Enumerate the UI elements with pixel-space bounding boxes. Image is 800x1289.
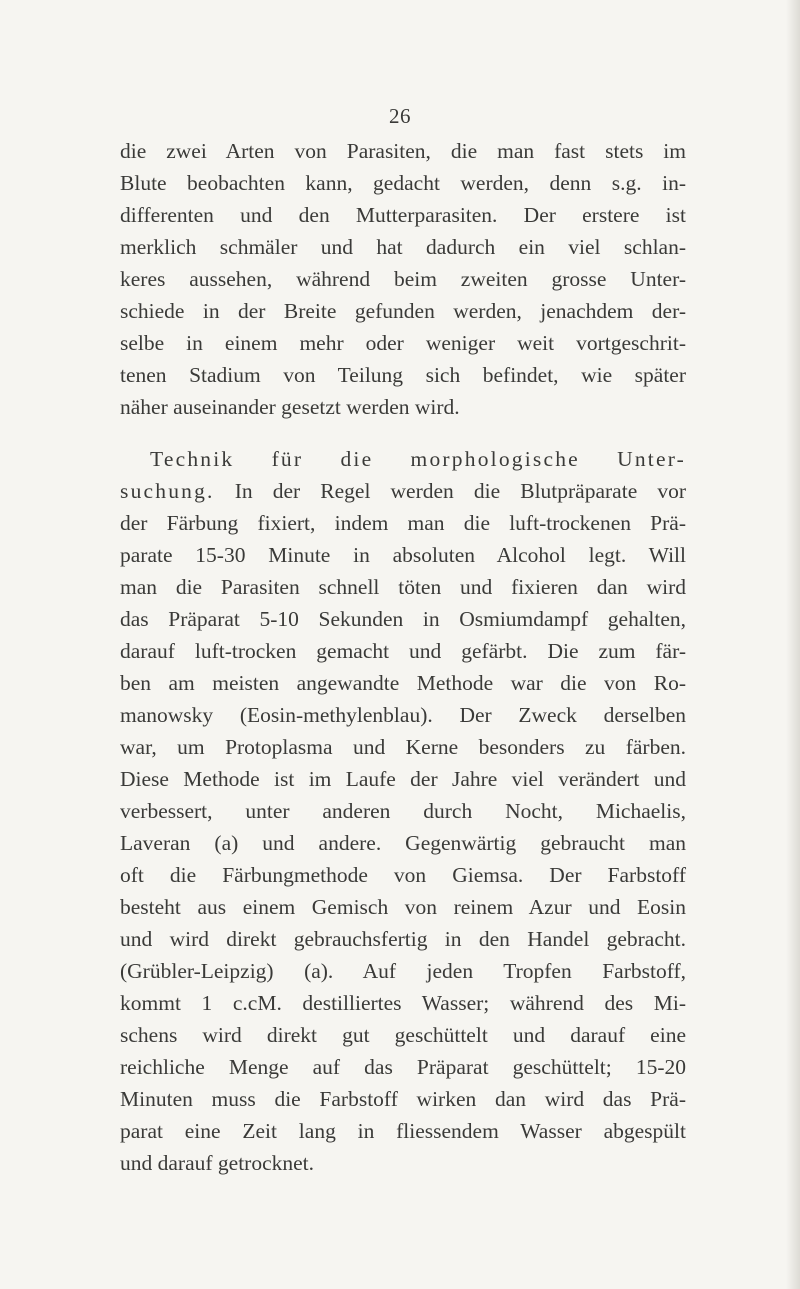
section-heading-continuation: suchung.: [120, 479, 215, 503]
text-line: verbessert, unter anderen durch Nocht, Michaelis,: [120, 799, 686, 823]
paragraph-1: [120, 135, 686, 423]
text-line: und wird direkt gebrauchsfertig in den Handel gebracht.: [120, 927, 686, 951]
text-line: tenen Stadium von Teilung sich befindet, wie später: [120, 363, 686, 387]
text-line: näher auseinander gesetzt werden wird.: [120, 395, 460, 419]
text-line: Diese Methode ist im Laufe der Jahre viel verändert und: [120, 767, 686, 791]
page-number: 26: [389, 104, 411, 128]
section-heading: Technik für die morphologische Unter-: [150, 447, 686, 471]
text-line: Blute beobachten kann, gedacht werden, denn s.g. in-: [120, 171, 686, 195]
paragraph-2: [120, 443, 686, 1179]
text-line: Laveran (a) und andere. Gegenwärtig gebraucht man: [120, 831, 686, 855]
paragraph-gap: [120, 423, 686, 443]
text-line: der Färbung fixiert, indem man die luft-trockenen Prä-: [120, 511, 686, 535]
text-line: differenten und den Mutterparasiten. Der erstere ist: [120, 203, 686, 227]
text-line: reichliche Menge auf das Präparat geschüttelt; 15-20: [120, 1055, 686, 1079]
text-line: selbe in einem mehr oder weniger weit vortgeschrit-: [120, 331, 686, 355]
text-line: [120, 475, 686, 507]
text-line: ben am meisten angewandte Methode war die von Ro-: [120, 671, 686, 695]
text-line: man die Parasiten schnell töten und fixieren dan wird: [120, 575, 686, 599]
text-line: besteht aus einem Gemisch von reinem Azur und Eosin: [120, 895, 686, 919]
body-text: [120, 135, 686, 1179]
text-line: war, um Protoplasma und Kerne besonders zu färben.: [120, 735, 686, 759]
page-edge-shadow: [786, 0, 800, 1289]
text-line: manowsky (Eosin-methylenblau). Der Zweck derselben: [120, 703, 686, 727]
text-line: Minuten muss die Farbstoff wirken dan wird das Prä-: [120, 1087, 686, 1111]
text-line: kommt 1 c.cM. destilliertes Wasser; während des Mi-: [120, 991, 686, 1015]
text-line: parat eine Zeit lang in fliessendem Wasser abgespült: [120, 1119, 686, 1143]
text-line: schiede in der Breite gefunden werden, jenachdem der-: [120, 299, 686, 323]
text-line: merklich schmäler und hat dadurch ein viel schlan-: [120, 235, 686, 259]
text-line: oft die Färbungmethode von Giemsa. Der Farbstoff: [120, 863, 686, 887]
text-line: das Präparat 5-10 Sekunden in Osmiumdampf gehalten,: [120, 607, 686, 631]
text-line: keres aussehen, während beim zweiten grosse Unter-: [120, 267, 686, 291]
text-line: darauf luft-trocken gemacht und gefärbt. Die zum fär-: [120, 639, 686, 663]
text-line: die zwei Arten von Parasiten, die man fast stets im: [120, 139, 686, 163]
text-line: parate 15-30 Minute in absoluten Alcohol legt. Will: [120, 543, 686, 567]
text-line: und darauf getrocknet.: [120, 1151, 315, 1175]
text-line: schens wird direkt gut geschüttelt und darauf eine: [120, 1023, 686, 1047]
text-line-rest: In der Regel werden die Blutpräparate vor: [214, 479, 686, 503]
text-line: (Grübler-Leipzig) (a). Auf jeden Tropfen Farbstoff,: [120, 959, 686, 983]
